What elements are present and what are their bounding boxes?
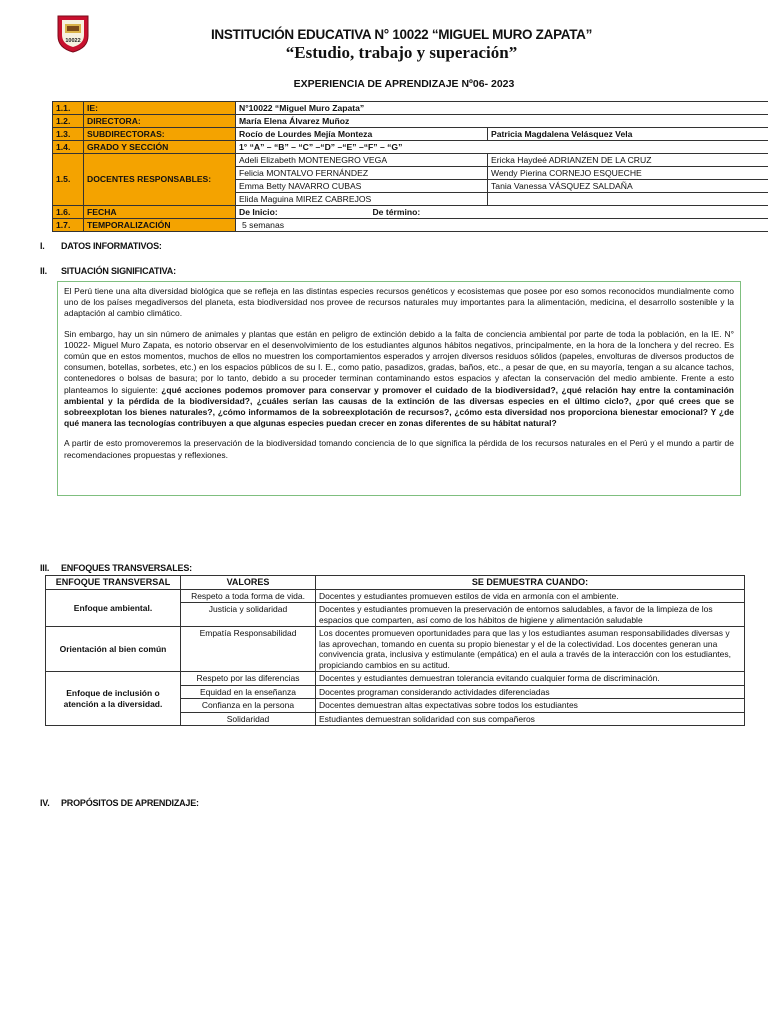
demuestra-cell: Estudiantes demuestran solidaridad con sus compañeros (316, 712, 745, 726)
row-label: GRADO Y SECCIÓN (84, 141, 236, 154)
enfoques-table (45, 575, 745, 726)
valor-cell: Respeto por las diferencias (181, 672, 316, 686)
section-number: II. (40, 266, 47, 276)
row-value: María Elena Álvarez Muñoz (236, 115, 768, 128)
row-number: 1.7. (53, 219, 84, 232)
row-label: SUBDIRECTORAS: (84, 128, 236, 141)
enfoques-header-row (46, 576, 745, 590)
demuestra-cell: Docentes y estudiantes demuestran tolerancia evitando cualquier forma de discriminación. (316, 672, 745, 686)
table-row (46, 672, 745, 686)
section-heading-4 (40, 798, 199, 808)
section-heading-1 (40, 241, 162, 251)
info-table (52, 101, 768, 232)
valor-cell: Justicia y solidaridad (181, 603, 316, 627)
row-value: 1° “A” – “B” – “C” –“D” –“E” –“F” – “G” (236, 141, 768, 154)
info-row-fecha (53, 206, 768, 219)
teacher-name: Wendy Pierina CORNEJO ESQUECHE (488, 167, 768, 180)
demuestra-cell: Docentes y estudiantes promueven la preservación de entornos saludables, a favor de la limpieza de los espacios que comparten, así como de los hábitos de higiene y alimentación saludable (316, 603, 745, 627)
valor-cell: Respeto a toda forma de vida. (181, 589, 316, 603)
logo-number: 10022 (65, 38, 81, 44)
situacion-box (57, 281, 741, 496)
info-row-temporalizacion (53, 219, 768, 232)
row-label: DOCENTES RESPONSABLES: (84, 154, 236, 206)
row-number: 1.2. (53, 115, 84, 128)
institution-title: INSTITUCIÓN EDUCATIVA N° 10022 “MIGUEL MURO ZAPATA” (210, 27, 593, 42)
info-row-directora (53, 115, 768, 128)
valor-cell: Confianza en la persona (181, 699, 316, 713)
fecha-inicio: De Inicio: (239, 206, 278, 217)
demuestra-cell: Docentes demuestran altas expectativas sobre todos los estudiantes (316, 699, 745, 713)
section-title: PROPÓSITOS DE APRENDIZAJE: (61, 798, 199, 808)
enfoque-ambiental: Enfoque ambiental. (46, 589, 181, 627)
demuestra-cell: Los docentes promueven oportunidades para que las y los estudiantes asuman responsabilidades diversas y las aprovechan, tomando en cuenta su propio bienestar y el de la colectividad. Los docentes generan una convivencia grata, inclusiva y estimulante (empática) en el aula a través de la interacción con los estudiantes, propiciando cambios en su actitud. (316, 627, 745, 672)
row-value: Rocío de Lourdes Mejía Monteza (236, 128, 488, 141)
situacion-paragraph-3: A partir de esto promoveremos la preservación de la biodiversidad tomando conciencia de lo que significa la pérdida de los recursos naturales en el Perú y el mundo a partir de recomendaciones propuestas y reflexiones. (64, 438, 734, 460)
teacher-name: Adeli Elizabeth MONTENEGRO VEGA (236, 154, 488, 167)
section-title: ENFOQUES TRANSVERSALES: (61, 563, 192, 573)
row-label: DIRECTORA: (84, 115, 236, 128)
row-number: 1.5. (53, 154, 84, 206)
row-label: TEMPORALIZACIÓN (84, 219, 236, 232)
enfoque-bien-comun: Orientación al bien común (46, 627, 181, 672)
teacher-name: Emma Betty NAVARRO CUBAS (236, 180, 488, 193)
info-row-grado (53, 141, 768, 154)
info-row-docentes (53, 154, 768, 167)
info-row-subdirectoras (53, 128, 768, 141)
section-number: III. (40, 563, 50, 573)
section-number: I. (40, 241, 45, 251)
teacher-name: Ericka Haydeé ADRIANZEN DE LA CRUZ (488, 154, 768, 167)
row-value: 5 semanas (236, 219, 768, 232)
experience-title: EXPERIENCIA DE APRENDIZAJE Nº06- 2023 (293, 78, 515, 90)
section-title: SITUACIÓN SIGNIFICATIVA: (61, 266, 176, 276)
row-label: IE: (84, 102, 236, 115)
row-value: N°10022 “Miguel Muro Zapata” (236, 102, 768, 115)
demuestra-cell: Docentes programan considerando actividades diferenciadas (316, 685, 745, 699)
situacion-text: Sin embargo, hay un sin número de animales y plantas que están en peligro de extinción debido a la falta de conciencia ambiental por parte de toda la población, en la IE. N° 10022- Miguel Muro Zapata, es notorio observar en el desenvolvimiento de los estudiantes algunos hábitos negativos, principalmente, en la hora de la lonchera y del recreo. Es común que en estos momentos, muchos de ellos no muestren los comportamientos esperados y arrojen diversos residuos sólidos (papeles, envolturas de diversos productos de consumen, botellas, sorbetes, etc.) en los espacios públicos de su I. E., como patio, pasadizos, gradas, baños, etc., a pesar de que, en su mayoría, tengan a su alcance tachos, contenedores o bolsas de basura; por lo tanto, debido a su proceder terminan contaminando estos espacios y afectan la conservación del medio ambiente. Frente a esto planteamos lo siguiente: (64, 328, 734, 395)
valor-cell: Equidad en la enseñanza (181, 685, 316, 699)
header-enfoque: ENFOQUE TRANSVERSAL (46, 576, 181, 590)
section-title: DATOS INFORMATIVOS: (61, 241, 162, 251)
row-number: 1.1. (53, 102, 84, 115)
header-demuestra: SE DEMUESTRA CUANDO: (316, 576, 745, 590)
section-heading-3 (40, 563, 192, 573)
situacion-paragraph-2 (64, 329, 734, 430)
valor-cell: Empatía Responsabilidad (181, 627, 316, 672)
teacher-name (488, 193, 768, 206)
fecha-termino: De término: (372, 206, 421, 217)
table-row (46, 627, 745, 672)
enfoque-inclusion: Enfoque de inclusión o atención a la diversidad. (46, 672, 181, 726)
row-number: 1.4. (53, 141, 84, 154)
header-valores: VALORES (181, 576, 316, 590)
section-heading-2 (40, 266, 176, 276)
row-number: 1.6. (53, 206, 84, 219)
section-number: IV. (40, 798, 50, 808)
teacher-name: Elida Maguina MIREZ CABREJOS (236, 193, 488, 206)
row-value: Patricia Magdalena Velásquez Vela (488, 128, 768, 141)
teacher-name: Tania Vanessa VÁSQUEZ SALDAÑA (488, 180, 768, 193)
situacion-paragraph-1: El Perú tiene una alta diversidad biológica que se refleja en las distintas especies recursos genéticos y ecosistemas que posee por eso somos reconocidos mundialmente como uno de los países megadiversos del planeta, esta biodiversidad nos provee de recursos naturales muy importantes para la alimentación, medicina, el desarrollo sostenible y la adaptación al cambio climático. (64, 286, 734, 319)
school-motto: “Estudio, trabajo y superación” (285, 43, 518, 62)
table-row (46, 589, 745, 603)
row-number: 1.3. (53, 128, 84, 141)
info-row-ie (53, 102, 768, 115)
demuestra-cell: Docentes y estudiantes promueven estilos de vida en armonía con el ambiente. (316, 589, 745, 603)
teacher-name: Felicia MONTALVO FERNÁNDEZ (236, 167, 488, 180)
row-value (236, 206, 768, 219)
row-label: FECHA (84, 206, 236, 219)
valor-cell: Solidaridad (181, 712, 316, 726)
situacion-questions: ¿qué acciones podemos promover para conservar y promover el cuidado de la biodiversidad?, ¿qué relación hay entre la contaminación ambiental y la pérdida de la biodiversidad?, ¿cuáles serían las causas de la extinción de las diversas especies en el último ciclo?, ¿por qué crees que se sobreexplotan los bienes naturales?, ¿cómo informamos de la sobreexplotación de recursos?, ¿cómo esta diversidad nos proporciona bienestar emocional? Y ¿de qué manera las tecnologías contribuyen a que algunas especies puedan crecer en zonas diferentes de su hábitat natural? (64, 384, 735, 429)
